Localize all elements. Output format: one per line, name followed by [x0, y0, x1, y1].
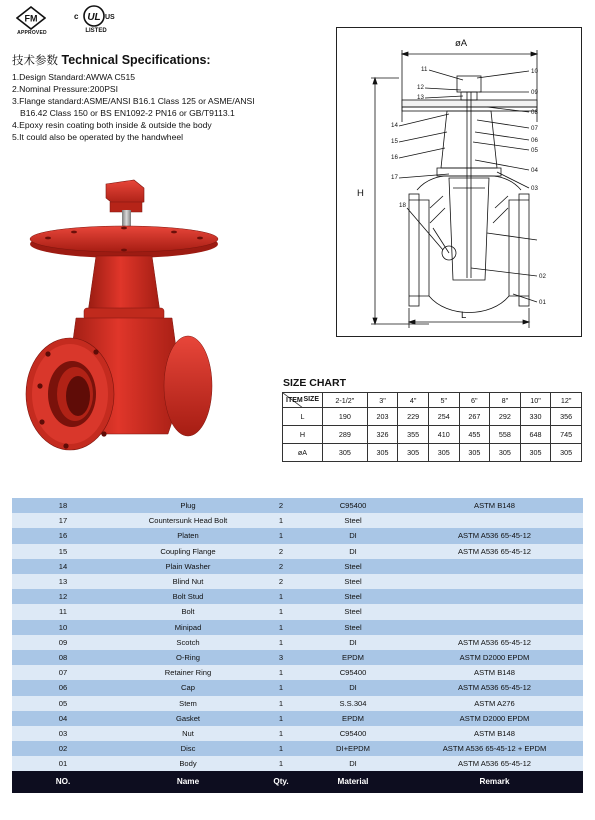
size-chart-row: [283, 444, 582, 462]
size-chart-table: [282, 392, 582, 462]
callout-07: 07: [531, 125, 538, 132]
dimension-h-label: H: [357, 188, 364, 199]
size-header-cell: 3": [367, 393, 398, 408]
ul-logo-text: UL: [87, 12, 101, 23]
parts-table-header: [12, 771, 583, 793]
ul-c-text: c: [74, 12, 79, 21]
dimension-a-label: øA: [455, 38, 468, 49]
part-material: S.S.304: [339, 698, 367, 708]
part-name: Minipad: [174, 622, 202, 632]
spec-list: [12, 71, 267, 143]
valve-cross-section-diagram: [337, 28, 583, 338]
part-no: 10: [58, 622, 68, 632]
part-no: 04: [58, 713, 68, 723]
part-no: 08: [58, 653, 68, 662]
part-no: 16: [58, 531, 68, 541]
table-row: [12, 665, 583, 680]
callout-03: 03: [531, 185, 538, 192]
part-qty: 3: [278, 653, 284, 662]
callout-13: 13: [417, 94, 424, 101]
part-qty: 1: [278, 759, 284, 769]
size-value-cell: 267: [459, 408, 490, 426]
callout-16: 16: [391, 154, 398, 161]
part-qty: 1: [278, 668, 284, 678]
callout-11: 11: [421, 66, 428, 73]
size-chart-row: [283, 426, 582, 444]
table-row: [12, 544, 583, 559]
part-remark: ASTM A536 65-45-12: [457, 683, 532, 693]
table-row: [12, 711, 583, 726]
part-material: DI: [349, 683, 357, 693]
size-value-cell: 455: [459, 426, 490, 444]
size-value-cell: 326: [367, 426, 398, 444]
size-value-cell: 355: [398, 426, 429, 444]
part-material: Steel: [344, 622, 362, 632]
part-qty: 1: [278, 637, 284, 647]
size-value-cell: 190: [323, 408, 368, 426]
spec-item: 5.It could also be operated by the handwheel: [12, 132, 184, 142]
table-row: [12, 741, 583, 756]
size-header-cell: 10": [520, 393, 551, 408]
table-row: [12, 574, 583, 589]
size-header-cell: 6": [459, 393, 490, 408]
part-material: C95400: [339, 668, 367, 678]
size-value-cell: 305: [323, 444, 368, 462]
size-value-cell: 305: [428, 444, 459, 462]
size-value-cell: 648: [520, 426, 551, 444]
callout-02: 02: [539, 273, 546, 280]
spec-item: B16.42 Class 150 or BS EN1092-2 PN16 or GB/T9113.1: [20, 108, 235, 118]
size-value-cell: 254: [428, 408, 459, 426]
part-no: 05: [58, 698, 68, 708]
ul-listed-text: LISTED: [85, 28, 107, 34]
size-value-cell: 292: [490, 408, 521, 426]
part-qty: 2: [278, 561, 284, 571]
callout-04: 04: [531, 167, 538, 174]
parts-table: [12, 498, 583, 793]
part-remark: ASTM D2000 EPDM: [459, 713, 530, 723]
part-no: 14: [58, 561, 68, 571]
valve-section-drawing: [336, 27, 582, 337]
table-row: [12, 498, 583, 513]
part-remark: ASTM D2000 EPDM: [459, 653, 530, 662]
item-corner-label: ITEM: [286, 397, 303, 404]
part-remark: ASTM A536 65-45-12 + EPDM: [442, 744, 547, 754]
part-no: 03: [58, 729, 68, 738]
part-material: DI: [349, 759, 357, 769]
size-header-cell: 12": [551, 393, 582, 408]
size-value-cell: 330: [520, 408, 551, 426]
part-no: 01: [58, 759, 68, 769]
size-header-cell: 8": [490, 393, 521, 408]
size-value-cell: 745: [551, 426, 582, 444]
header-qty: Qty.: [273, 777, 289, 786]
part-name: Gasket: [175, 713, 201, 723]
part-qty: 1: [278, 744, 284, 754]
fm-approved-logo: [8, 6, 56, 40]
part-material: Steel: [344, 592, 362, 602]
size-value-cell: 289: [323, 426, 368, 444]
part-qty: 1: [278, 729, 284, 738]
size-item-cell: H: [283, 426, 323, 444]
part-qty: 1: [278, 683, 284, 693]
part-name: Countersunk Head Bolt: [148, 516, 228, 526]
table-row: [12, 559, 583, 574]
part-name: Cap: [181, 683, 195, 693]
part-name: Retainer Ring: [164, 668, 212, 678]
table-row: [12, 756, 583, 771]
callout-12: 12: [417, 84, 424, 91]
size-value-cell: 558: [490, 426, 521, 444]
size-value-cell: 356: [551, 408, 582, 426]
size-item-cell: øA: [283, 444, 323, 462]
part-material: Steel: [344, 607, 362, 617]
size-corner-label: SIZE: [303, 396, 319, 403]
table-row: [12, 589, 583, 604]
part-remark: ASTM B148: [474, 729, 515, 738]
part-name: Stem: [179, 698, 197, 708]
part-material: DI+EPDM: [336, 744, 370, 754]
table-row: [12, 696, 583, 711]
size-chart-title: SIZE CHART: [283, 377, 346, 389]
part-name: Coupling Flange: [160, 546, 216, 556]
callout-09: 09: [531, 89, 538, 96]
part-remark: ASTM B148: [474, 668, 515, 678]
size-value-cell: 229: [398, 408, 429, 426]
callout-01: 01: [539, 299, 546, 306]
gate-valve-photo: [18, 172, 230, 472]
table-row: [12, 650, 583, 665]
spec-item: 1.Design Standard:AWWA C515: [12, 72, 136, 82]
part-qty: 1: [278, 592, 284, 602]
part-no: 02: [58, 744, 68, 754]
part-no: 15: [58, 546, 68, 556]
part-qty: 2: [278, 577, 284, 586]
part-no: 11: [59, 607, 67, 617]
header-no: NO.: [55, 777, 71, 786]
callout-18: 18: [399, 202, 406, 209]
spec-title-en: Technical Specifications:: [61, 53, 211, 67]
part-remark: ASTM B148: [474, 501, 515, 510]
part-remark: ASTM A276: [474, 698, 515, 708]
part-no: 13: [58, 577, 68, 586]
callout-06: 06: [531, 137, 538, 144]
callout-10: 10: [531, 68, 538, 75]
part-name: Body: [179, 759, 197, 769]
size-item-cell: L: [283, 408, 323, 426]
size-value-cell: 305: [520, 444, 551, 462]
part-no: 18: [58, 501, 68, 510]
spec-item: 4.Epoxy resin coating both inside & outside the body: [12, 120, 212, 130]
part-material: EPDM: [342, 713, 364, 723]
callout-14: 14: [391, 122, 398, 129]
ul-us-text: US: [105, 14, 115, 21]
part-name: Plain Washer: [165, 561, 211, 571]
part-no: 09: [58, 637, 68, 647]
size-value-cell: 410: [428, 426, 459, 444]
ul-circle-icon: [70, 4, 120, 30]
part-qty: 1: [278, 698, 284, 708]
part-material: C95400: [339, 501, 367, 510]
part-name: Bolt: [181, 607, 195, 617]
size-header-cell: 5": [428, 393, 459, 408]
part-name: O-Ring: [175, 653, 201, 662]
size-header-cell: 4": [398, 393, 429, 408]
spec-title: [12, 52, 211, 68]
part-qty: 1: [278, 622, 284, 632]
table-row: [12, 635, 583, 650]
part-name: Nut: [182, 729, 194, 738]
part-remark: ASTM A536 65-45-12: [457, 546, 532, 556]
part-qty: 1: [278, 607, 284, 617]
fm-approved-text: APPROVED: [17, 30, 47, 36]
header-material: Material: [337, 777, 369, 786]
part-remark: ASTM A536 65-45-12: [457, 637, 532, 647]
size-value-cell: 203: [367, 408, 398, 426]
fm-diamond-icon: [16, 6, 46, 30]
part-material: DI: [349, 546, 357, 556]
table-row: [12, 513, 583, 528]
part-material: Steel: [344, 561, 362, 571]
table-row: [12, 528, 583, 543]
part-qty: 1: [278, 516, 284, 526]
part-no: 06: [58, 683, 68, 693]
size-value-cell: 305: [459, 444, 490, 462]
size-item-corner-cell: [283, 393, 323, 408]
part-name: Bolt Stud: [172, 592, 204, 602]
part-material: EPDM: [342, 653, 364, 662]
size-value-cell: 305: [490, 444, 521, 462]
callout-05: 05: [531, 147, 538, 154]
part-qty: 2: [278, 546, 284, 556]
part-remark: ASTM A536 65-45-12: [457, 759, 532, 769]
part-material: DI: [349, 637, 357, 647]
part-name: Plug: [180, 501, 196, 510]
size-chart-header-row: [283, 393, 582, 408]
spec-title-cn: 技术参数: [12, 53, 58, 67]
spec-item: 2.Nominal Pressure:200PSI: [12, 84, 119, 94]
part-no: 17: [58, 516, 68, 526]
callout-17: 17: [391, 174, 398, 181]
part-name: Scotch: [176, 637, 200, 647]
part-material: Steel: [344, 516, 362, 526]
dimension-l-label: L: [461, 310, 467, 321]
spec-item: 3.Flange standard:ASME/ANSI B16.1 Class 125 or ASME/ANSI: [12, 96, 255, 106]
part-material: C95400: [339, 729, 367, 738]
part-material: DI: [349, 531, 357, 541]
part-remark: ASTM A536 65-45-12: [457, 531, 532, 541]
fm-logo-text: FM: [24, 13, 38, 24]
header-name: Name: [176, 777, 200, 786]
part-name: Blind Nut: [172, 577, 204, 586]
ul-listed-logo: [70, 4, 120, 40]
table-row: [12, 620, 583, 635]
table-row: [12, 604, 583, 619]
callout-15: 15: [391, 138, 398, 145]
size-value-cell: 305: [551, 444, 582, 462]
callout-08a: 08: [531, 109, 538, 116]
size-value-cell: 305: [398, 444, 429, 462]
part-name: Disc: [180, 744, 196, 754]
part-name: Platen: [177, 531, 199, 541]
header-remark: Remark: [479, 777, 510, 786]
part-no: 12: [58, 592, 68, 602]
part-material: Steel: [344, 577, 362, 586]
size-chart-row: [283, 408, 582, 426]
part-no: 07: [58, 668, 68, 678]
part-qty: 2: [278, 501, 284, 510]
part-qty: 1: [278, 531, 284, 541]
part-qty: 1: [278, 713, 284, 723]
size-header-cell: 2-1/2": [323, 393, 368, 408]
size-value-cell: 305: [367, 444, 398, 462]
table-row: [12, 726, 583, 741]
table-row: [12, 680, 583, 695]
